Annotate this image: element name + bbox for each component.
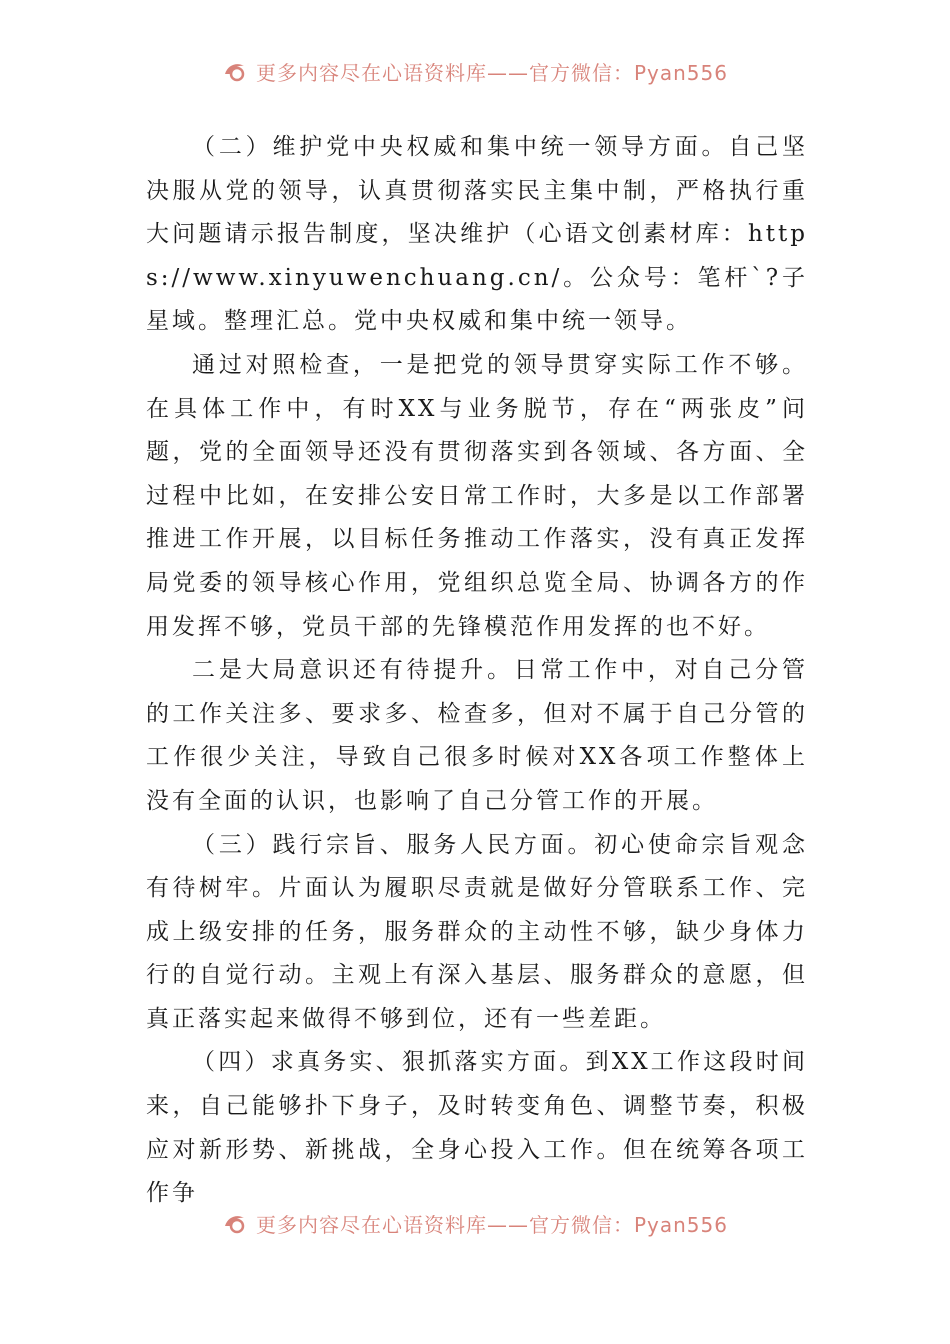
watermark-footer xyxy=(0,1208,950,1238)
logo-icon xyxy=(222,1212,248,1234)
paragraph: （三）践行宗旨、服务人民方面。初心使命宗旨观念有待树牢。片面认为履职尽责就是做好分管联系工作、完成上级安排的任务，服务群众的主动性不够，缺少身体力行的自觉行动。主观上有深入基层、服务群众的意愿，但真正落实起来做得不够到位，还有一些差距。 xyxy=(146,831,808,1032)
watermark-text: 更多内容尽在心语资料库——官方微信：Pyan556 xyxy=(255,1212,728,1237)
watermark-text: 更多内容尽在心语资料库——官方微信：Pyan556 xyxy=(255,60,728,85)
paragraph: （二）维护党中央权威和集中统一领导方面。自己坚决服从党的领导，认真贯彻落实民主集中制，严格执行重大问题请示报告制度，坚决维护（心语文创素材库：https://www.xinyuwenchuang.cn/。公众号：笔杆`?子星域。整理汇总。党中央权威和集中统一领导。 xyxy=(146,134,808,335)
paragraph: 二是大局意识还有待提升。日常工作中，对自己分管的工作关注多、要求多、检查多，但对不属于自己分管的工作很少关注，导致自己很多时候对XX各项工作整体上没有全面的认识，也影响了自己分管工作的开展。 xyxy=(146,657,808,814)
document-body xyxy=(146,126,808,1216)
watermark-header xyxy=(0,56,950,86)
logo-icon xyxy=(222,60,248,82)
paragraph: 通过对照检查，一是把党的领导贯穿实际工作不够。在具体工作中，有时XX与业务脱节，存在“两张皮”问题，党的全面领导还没有贯彻落实到各领域、各方面、全过程中比如，在安排公安日常工作时，大多是以工作部署推进工作开展，以目标任务推动工作落实，没有真正发挥局党委的领导核心作用，党组织总览全局、协调各方的作用发挥不够，党员干部的先锋模范作用发挥的也不好。 xyxy=(146,351,808,640)
paragraph: （四）求真务实、狠抓落实方面。到XX工作这段时间来，自己能够扑下身子，及时转变角色、调整节奏，积极应对新形势、新挑战，全身心投入工作。但在统筹各项工作争 xyxy=(146,1049,808,1207)
